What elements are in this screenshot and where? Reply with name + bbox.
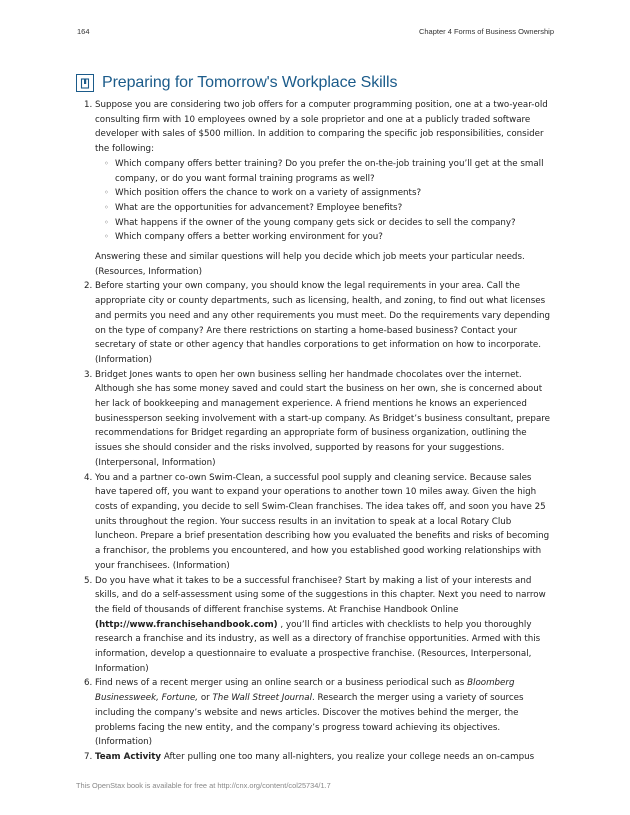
sub-list-item: ◦ Which company offers better training? Do you prefer the on-the-job training you’ll get at the small company, or do you want formal training programs as well?: [115, 157, 554, 186]
section-title: Preparing for Tomorrow's Workplace Skills: [102, 74, 398, 91]
exercise-list: [76, 98, 554, 765]
section-heading: [76, 74, 397, 92]
running-header-chapter: Chapter 4 Forms of Business Ownership: [418, 27, 554, 36]
item-text: , you’ll find articles with checklists to help you thoroughly research a franchise and its industry, as well as a directory of franchise opportunities. Armed with this information, develop a questionnaire to evaluate a prospective franchise. (Resources, Interpersonal, Information): [95, 619, 541, 674]
item-text: After pulling one too many all-nighters, you realize your college needs an on-campus: [161, 751, 535, 762]
page-footer: This OpenStax book is available for free at http://cnx.org/content/col25734/1.7: [76, 781, 331, 790]
item-text: Suppose you are considering two job offers for a computer programming position, one at a two-year-old consulting firm with 10 employees owned by a sole proprietor and one at a publicly traded software developer with sales of $500 million. In addition to comparing the specific job responsibilities, consider the following:: [95, 100, 548, 155]
item-text: . Research the merger using a variety of sources including the company’s website and news articles. Discover the motives behind the merger, the problems facing the new entity, and the company’s progress toward achieving its objectives. (Information): [95, 693, 524, 748]
item-followup-text: Answering these and similar questions will help you decide which job meets your particular needs. (Resources, Information): [95, 252, 525, 277]
list-item: [95, 574, 554, 677]
team-activity-label: Team Activity: [95, 751, 162, 762]
periodical-title: The Wall Street Journal: [212, 693, 312, 704]
list-item: [95, 98, 554, 279]
page-number: 164: [77, 27, 90, 36]
sub-bullet-list: [95, 157, 554, 245]
list-item: [95, 471, 554, 574]
franchise-handbook-link[interactable]: (http://www.franchisehandbook.com): [95, 619, 278, 630]
sub-list-item: ◦ Which position offers the chance to work on a variety of assignments?: [115, 186, 554, 201]
item-text: Find news of a recent merger using an online search or a business periodical such as: [95, 678, 468, 689]
item-text: Do you have what it takes to be a successful franchisee? Start by making a list of your interests and skills, and do a self-assessment using some of the suggestions in this chapter. Next you need to narrow the field of thousands of different franchise systems. At Franchise Handbook Online: [95, 575, 546, 615]
sub-list-item: ◦ What are the opportunities for advancement? Employee benefits?: [115, 201, 554, 216]
item-text: You and a partner co-own Swim-Clean, a successful pool supply and cleaning service. Because sales have tapered off, you want to expand your operations to another town 10 miles away. Given the high costs of expanding, you decide to sell Swim-Clean franchises. The idea takes off, and soon you have 25 units throughout the region. Your success results in an invitation to speak at a local Rotary Club luncheon. Prepare a brief presentation describing how you evaluated the benefits and risks of becoming a franchisor, the problems you encountered, and how you established good working relationships with your franchisees. (Information): [95, 472, 550, 571]
list-item: [95, 676, 554, 750]
list-item: [95, 368, 554, 471]
periodical-title: Bloomberg Businessweek, Fortune,: [95, 678, 515, 704]
item-text: or: [198, 693, 213, 704]
item-text: Bridget Jones wants to open her own business selling her handmade chocolates over the internet. Although she has some money saved and could start the business on her own, she is concerned about her lack of bookkeeping and management experience. A friend mentions he knows an experienced businessperson seeking involvement with a start-up company. As Bridget’s business consultant, prepare recommendations for Bridget regarding an appropriate form of business organization, outlining the issues she should consider and the risks involved, supported by reasons for your suggestions. (Interpersonal, Information): [95, 369, 550, 468]
sub-list-item: ◦ Which company offers a better working environment for you?: [115, 230, 554, 245]
list-item: [95, 750, 554, 765]
exercise-list-container: [76, 98, 554, 765]
sub-list-item: ◦ What happens if the owner of the young company gets sick or decides to sell the company?: [115, 216, 554, 231]
item-text: Before starting your own company, you should know the legal requirements in your area. Call the appropriate city or county departments, such as licensing, health, and zoning, to find out what licenses and permits you need and any other requirements you must meet. Do the requirements vary depending on the type of company? Are there restrictions on starting a home-based business? Contact your secretary of state or other agency that handles corporations to get information on how to incorporate. (Information): [95, 281, 551, 365]
book-icon: [76, 74, 94, 92]
list-item: [95, 279, 554, 367]
